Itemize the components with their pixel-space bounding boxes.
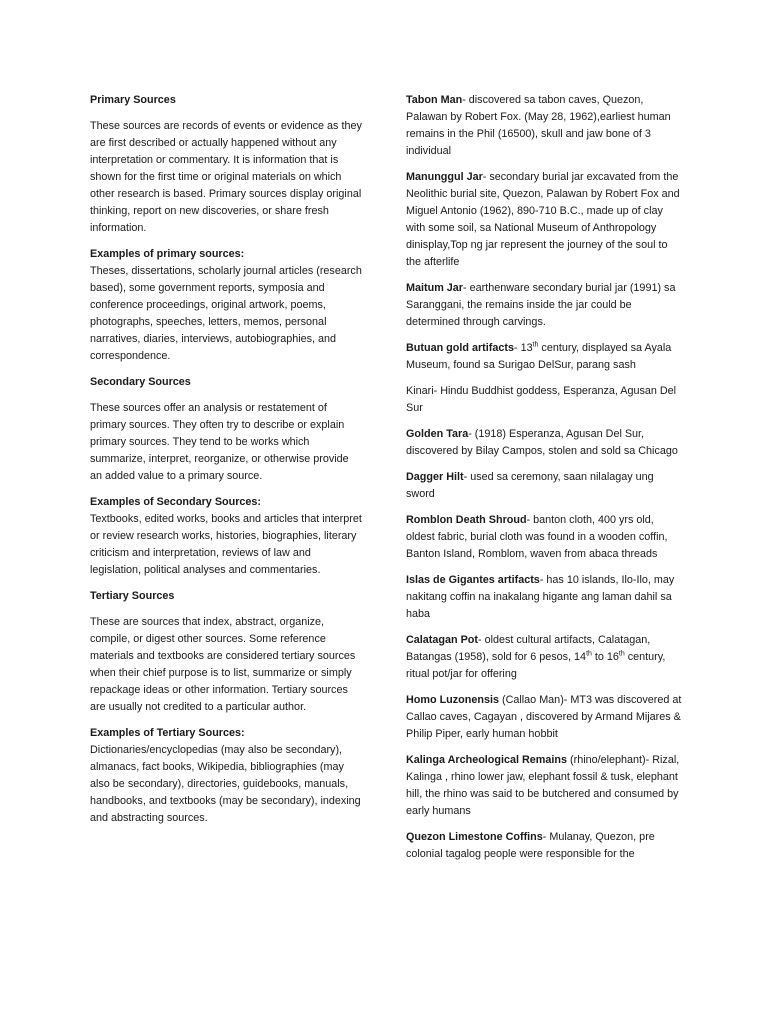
- entry-text: - oldest cultural artifacts, Calatagan, Batangas (1958), sold for 6 pesos, 14: [406, 634, 651, 663]
- entry-kalinga-remains: [406, 752, 684, 820]
- entry-text: - 13: [513, 342, 533, 354]
- entry-manunggul-jar: [406, 169, 684, 271]
- entry-text: (Callao Man)- MT3 was discovered at Callao caves, Cagayan , discovered by Armand Mijares & Philip Piper, early human hobbit: [406, 694, 682, 740]
- entry-homo-luzonensis: [406, 692, 684, 743]
- ordinal-suffix: th: [586, 650, 592, 658]
- entry-term: Golden Tara: [406, 428, 469, 440]
- entry-maitum-jar: [406, 280, 684, 331]
- entry-text: - discovered sa tabon caves, Quezon, Palawan by Robert Fox. (May 28, 1962),earliest human remains in the Phil (16500), skull and jaw bone of 3 individual: [406, 94, 671, 157]
- entry-text: - earthenware secondary burial jar (1991) sa Saranggani, the remains inside the jar could be determined through carvings.: [406, 282, 676, 328]
- entry-dagger-hilt: [406, 469, 684, 503]
- tertiary-examples-list: Dictionaries/encyclopedias (may also be secondary), almanacs, fact books, Wikipedia, bibliographies (may also be secondary), directories, guidebooks, manuals, handbooks, and textbooks (may be secondary), indexing and abstracting sources.: [90, 744, 361, 824]
- entry-tabon-man: [406, 92, 684, 160]
- entry-romblon-death-shroud: [406, 512, 684, 563]
- entry-text-cont: century, displayed sa Ayala Museum, found sa Surigao DelSur, parang sash: [406, 342, 672, 371]
- ordinal-suffix: th: [618, 650, 625, 658]
- entry-kinari: [406, 383, 684, 417]
- primary-sources-description: These sources are records of events or evidence as they are first described or actually happened without any interpretation or commentary. It is information that is shown for the first time or original materials on which other research is based. Primary sources display original thinking, report on new discoveries, or share fresh information.: [90, 120, 362, 234]
- secondary-examples-heading: Examples of Secondary Sources:: [90, 496, 262, 508]
- entry-butuan-gold-artifacts: [406, 340, 684, 374]
- left-column: [90, 92, 362, 836]
- primary-examples-list: Theses, dissertations, scholarly journal articles (research based), some government reports, symposia and conference proceedings, original artwork, poems, photographs, speeches, letters, memos, personal narratives, diaries, interviews, autobiographies, and correspondence.: [90, 265, 362, 362]
- entry-term: Kalinga Archeological Remains: [406, 754, 567, 766]
- entry-term: Tabon Man: [406, 94, 463, 106]
- entry-text: - has 10 islands, Ilo-Ilo, may nakitang coffin na inakalang higante ang laman dahil sa haba: [406, 574, 675, 620]
- entry-calatagan-pot: [406, 632, 684, 683]
- entry-term: Quezon Limestone Coffins: [406, 831, 543, 843]
- entry-term: Manunggul Jar: [406, 171, 483, 183]
- secondary-examples-list: Textbooks, edited works, books and articles that interpret or review research works, histories, biographies, literary criticism and interpretation, reviews of law and legislation, political analyses and commentaries.: [90, 513, 362, 576]
- entry-text: - secondary burial jar excavated from the Neolithic burial site, Quezon, Palawan by Robert Fox and Miguel Antonio (1962), 890-710 B.C., made up of clay with some soil, sa National Museum of Anthropology dinisplay,Top ng jar represent the journey of the soul to the afterlife: [406, 171, 680, 268]
- primary-sources-heading: Primary Sources: [90, 94, 176, 106]
- tertiary-sources-description: These are sources that index, abstract, organize, compile, or digest other sources. Some reference materials and textbooks are considered tertiary sources when their chief purpose is to list, summarize or simply repackage ideas or other information. Tertiary sources are usually not credited to a particular author.: [90, 616, 356, 713]
- secondary-sources-description: These sources offer an analysis or restatement of primary sources. They often try to describe or explain primary sources. They tend to be works which summarize, interpret, reorganize, or otherwise provide an added value to a primary source.: [90, 402, 349, 482]
- entry-term: Butuan gold artifacts: [406, 342, 514, 354]
- entry-term: Calatagan Pot: [406, 634, 478, 646]
- entry-golden-tara: [406, 426, 684, 460]
- primary-examples-heading: Examples of primary sources:: [90, 248, 245, 260]
- secondary-sources-heading: Secondary Sources: [90, 376, 191, 388]
- entry-text-cont: to 16: [591, 651, 619, 663]
- entry-text: - banton cloth, 400 yrs old, oldest fabric, burial cloth was found in a wooden coffin, Banton Island, Romblom, waven from abaca threads: [406, 514, 668, 560]
- entry-text: - used sa ceremony, saan nilalagay ung sword: [406, 471, 654, 500]
- entry-term: Dagger Hilt: [406, 471, 464, 483]
- entry-text: Kinari- Hindu Buddhist goddess, Esperanza, Agusan Del Sur: [406, 385, 677, 414]
- entry-text: (rhino/elephant)- Rizal, Kalinga , rhino lower jaw, elephant fossil & tusk, elephant hill, the rhino was said to be butchered and consumed by early humans: [406, 754, 680, 817]
- tertiary-sources-heading: Tertiary Sources: [90, 590, 175, 602]
- tertiary-sources-examples: [90, 725, 362, 827]
- primary-sources-examples: [90, 246, 362, 365]
- entry-term: Islas de Gigantes artifacts: [406, 574, 540, 586]
- entry-quezon-limestone-coffins: [406, 829, 684, 863]
- entry-text: - Mulanay, Quezon, pre colonial tagalog people were responsible for the: [406, 831, 655, 860]
- tertiary-examples-heading: Examples of Tertiary Sources:: [90, 727, 245, 739]
- entry-text: - (1918) Esperanza, Agusan Del Sur, discovered by Bilay Campos, stolen and sold sa Chicago: [406, 428, 678, 457]
- entry-term: Maitum Jar: [406, 282, 463, 294]
- entry-islas-de-gigantes: [406, 572, 684, 623]
- right-column: [406, 92, 684, 872]
- secondary-sources-examples: [90, 494, 362, 579]
- entry-term: Romblon Death Shroud: [406, 514, 527, 526]
- entry-term: Homo Luzonensis: [406, 694, 499, 706]
- ordinal-suffix: th: [532, 341, 539, 349]
- entry-text-cont: century, ritual pot/jar for offering: [406, 651, 666, 680]
